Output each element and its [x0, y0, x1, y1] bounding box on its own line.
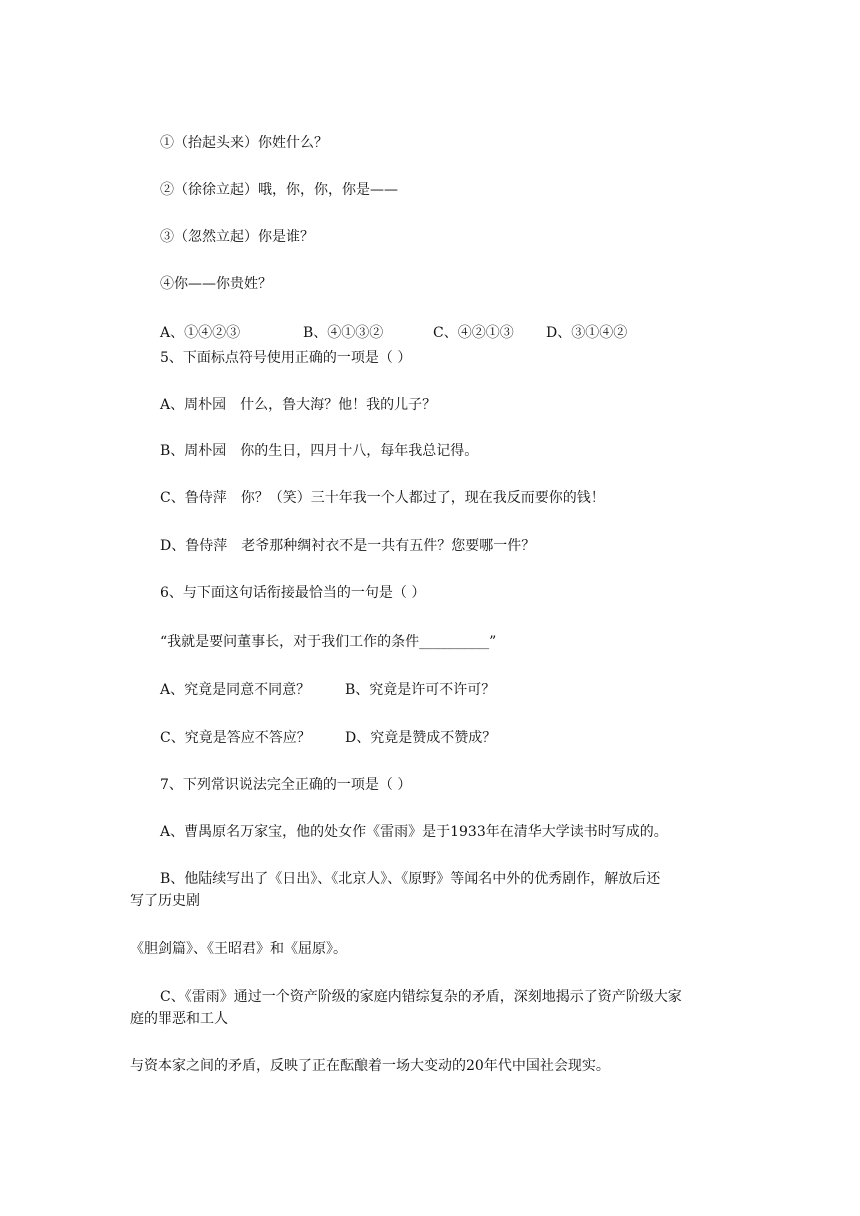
q4-option-d: D、③①④②: [546, 325, 628, 341]
q7-stem: 7、下列常识说法完全正确的一项是（ ）: [160, 777, 412, 793]
q5-option-a: A、周朴园 什么，鲁大海？他！我的儿子？: [160, 397, 437, 413]
q4-option-c: C、④②①③: [433, 325, 514, 341]
q7-option-b-line1: B、他陆续写出了《日出》、《北京人》、《原野》等闻名中外的优秀剧作，解放后还: [160, 871, 661, 887]
q7-option-a: A、曹禺原名万家宝，他的处女作《雷雨》是于1933年在清华大学读书时写成的。: [160, 824, 668, 840]
q6-option-d: D、究竟是赞成不赞成？: [345, 730, 497, 746]
q5-stem: 5、下面标点符号使用正确的一项是（ ）: [160, 350, 412, 366]
q6-option-a: A、究竟是同意不同意？: [160, 682, 311, 698]
q5-option-b: B、周朴园 你的生日，四月十八，每年我总记得。: [160, 443, 479, 459]
q5-option-d: D、鲁侍萍 老爷那种绸衬衣不是一共有五件？您要哪一件？: [160, 538, 536, 554]
q6-quote: “我就是要问董事长，对于我们工作的条件__________”: [160, 634, 497, 650]
q4-option-a: A、①④②③: [160, 325, 241, 341]
q6-stem: 6、与下面这句话衔接最恰当的一句是（ ）: [160, 585, 426, 601]
q4-item-3: ③（忽然立起）你是谁？: [160, 229, 314, 245]
q7-option-b-line3: 《胆剑篇》、《王昭君》和《屈原》。: [130, 941, 347, 957]
q7-option-c-line1: C、《雷雨》通过一个资产阶级的家庭内错综复杂的矛盾，深刻地揭示了资产阶级大家: [160, 989, 682, 1005]
q7-option-b-line2: 写了历史剧: [130, 893, 200, 909]
q6-option-c: C、究竟是答应不答应？: [160, 730, 311, 746]
q7-option-c-line2: 庭的罪恶和工人: [130, 1011, 228, 1027]
q4-item-1: ①（抬起头来）你姓什么？: [160, 135, 328, 151]
q4-item-4: ④你——你贵姓？: [160, 276, 272, 292]
q7-option-c-line3: 与资本家之间的矛盾，反映了正在酝酿着一场大变动的20年代中国社会现实。: [130, 1058, 610, 1074]
q5-option-c: C、鲁侍萍 你？（笑）三十年我一个人都过了，现在我反而要你的钱！: [160, 490, 605, 506]
q4-option-b: B、④①③②: [303, 325, 384, 341]
q4-item-2: ②（徐徐立起）哦，你，你，你是——: [160, 182, 398, 198]
q6-option-b: B、究竟是许可不许可？: [345, 682, 496, 698]
